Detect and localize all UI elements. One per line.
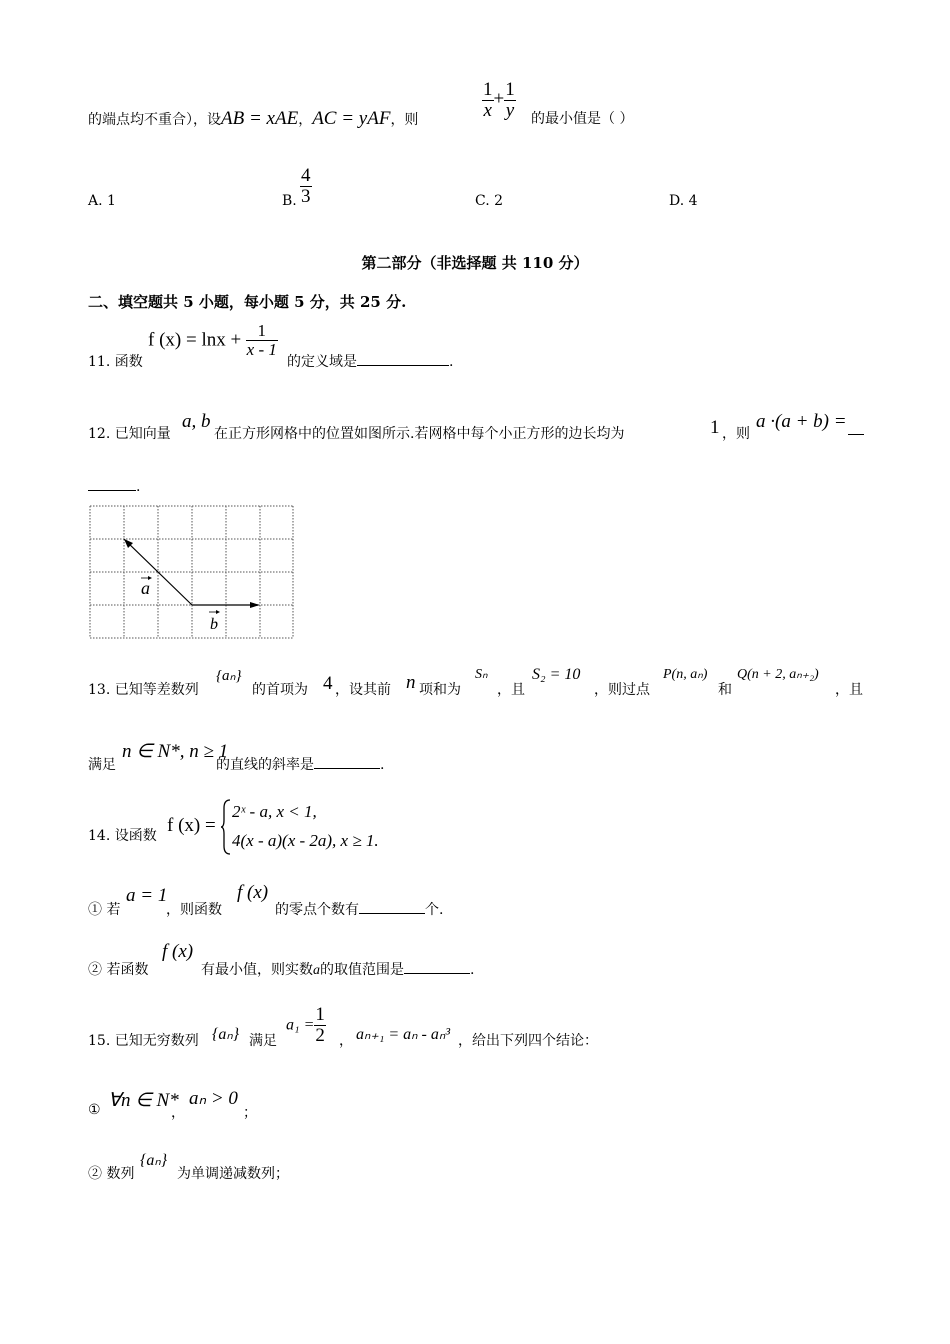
- q14-item2-mid: 有最小值，则实数: [201, 962, 313, 978]
- q12-blank-part1: [848, 433, 864, 435]
- q14-item2-a: a: [313, 963, 320, 978]
- q10-stem-suffix: 的最小值是（ ）: [531, 111, 634, 127]
- q10-option-a: A. 1: [88, 193, 116, 209]
- q10-option-d: D. 4: [669, 193, 698, 209]
- q10-frac1: [482, 80, 494, 121]
- q14-item1-mid: ，则函数: [166, 902, 222, 918]
- q15-c1-end: ；: [243, 1105, 257, 1121]
- q14-num: 14. 设函数: [88, 828, 157, 844]
- q15-a1: [286, 1005, 326, 1046]
- q10-option-c: C. 2: [475, 193, 504, 209]
- q10-stem-prefix: 的端点均不重合），设: [88, 112, 221, 128]
- q13-seq: {aₙ}: [216, 668, 242, 684]
- q10-frac1-num: 1: [483, 79, 493, 100]
- q13-t2: ，设其前: [335, 682, 391, 698]
- q15-half-num: 1: [315, 1004, 325, 1025]
- q15-c1-pre: ①: [88, 1102, 101, 1118]
- q10-option-b-den: 3: [301, 185, 311, 207]
- q10-plus: +: [493, 88, 505, 110]
- q15-t1: 满足: [249, 1033, 277, 1049]
- q14-item1-f: f (x): [237, 882, 269, 903]
- q15-half-den: 2: [315, 1024, 325, 1046]
- grid-lines: [90, 506, 293, 638]
- part2-title: 第二部分（非选择题 共 110 分）: [361, 254, 589, 272]
- q14-case1: 2ˣ - a, x < 1,: [232, 802, 317, 821]
- q14-item2-suf: 的取值范围是: [320, 962, 404, 978]
- q10-frac2-den: y: [505, 99, 515, 121]
- q15-c2-seq: {aₙ}: [140, 1152, 168, 1169]
- q14-item1-suf: 的零点个数有: [275, 902, 359, 918]
- q13-s2: S₂ = 10: [532, 666, 581, 683]
- q13-cond: n ∈ N*, n ≥ 1: [122, 741, 229, 762]
- q13-he: 和: [718, 682, 732, 698]
- q10-comma: ，: [298, 112, 313, 128]
- q14-item1-suffix: [275, 899, 443, 919]
- q13-n: n: [406, 672, 416, 693]
- q10-stem: [88, 108, 418, 130]
- q11-function: [148, 322, 278, 359]
- q15-c1-expr: ∀n ∈ N*: [108, 1090, 179, 1111]
- q10-option-b-frac: [300, 166, 312, 207]
- q13-t6: ，且: [835, 682, 863, 698]
- q12-vectors: a, b: [182, 411, 211, 432]
- q13-end: .: [380, 757, 385, 773]
- q10-frac2: [504, 80, 516, 121]
- q14-item2-suffix: [201, 959, 474, 979]
- q14-left-brace: [220, 798, 232, 856]
- q14-item2-f: f (x): [162, 941, 194, 962]
- q13-point-p: P(n, aₙ): [663, 667, 708, 682]
- q15-recurrence: aₙ₊₁ = aₙ - aₙ³: [356, 1026, 451, 1043]
- q11-suffix: [287, 351, 453, 371]
- q11-frac-num: 1: [246, 322, 278, 341]
- q10-option-b-value: [300, 166, 312, 207]
- q14-item2-pre: ② 若函数: [88, 962, 149, 978]
- q13-suffix: [216, 754, 384, 774]
- q15-comma: ，: [339, 1033, 353, 1049]
- q13-point-q: Q(n + 2, aₙ₊₂): [737, 667, 819, 682]
- section2-title: 二、填空题共 5 小题，每小题 5 分，共 25 分.: [88, 293, 407, 311]
- q12-blank-part2: [88, 489, 136, 491]
- q12-one: 1: [710, 417, 720, 438]
- q12-num: 12. 已知向量: [88, 426, 171, 442]
- q12-mid: 在正方形网格中的位置如图所示.若网格中每个小正方形的边长均为: [214, 426, 625, 442]
- q11-suffix-text: 的定义域是: [287, 354, 357, 370]
- q13-t4: ，且: [497, 682, 525, 698]
- q15-seq: {aₙ}: [212, 1026, 240, 1043]
- q12-ze: ，则: [722, 426, 750, 442]
- q15-c2-suffix: 为单调递减数列；: [177, 1166, 289, 1182]
- q11-frac-den: x - 1: [246, 339, 277, 359]
- q13-num: 13. 已知等差数列: [88, 682, 199, 698]
- vector-b-label-arrowhead: [216, 610, 220, 614]
- q13-t5: ，则过点: [594, 682, 650, 698]
- q10-option-b-num: 4: [301, 165, 311, 186]
- q10-expr1: AB = xAE: [221, 108, 299, 129]
- q12-blank-cont: [88, 479, 140, 495]
- q13-t8: 的直线的斜率是: [216, 757, 314, 773]
- q15-t2: ，给出下列四个结论：: [458, 1033, 598, 1049]
- q12-grid-figure: [88, 503, 296, 643]
- q13-four: 4: [323, 673, 333, 694]
- q10-fraction-sum: [482, 80, 516, 121]
- q10-option-b-label: B.: [282, 193, 297, 209]
- q12-blank-start: [848, 423, 864, 439]
- vector-b-label: b: [210, 616, 218, 633]
- q15-c1-ineq: aₙ > 0: [189, 1088, 238, 1109]
- vector-b-arrowhead: [250, 602, 260, 608]
- q14-case2: 4(x - a)(x - 2a), x ≥ 1.: [232, 831, 379, 850]
- q11-answer-blank: [357, 364, 449, 366]
- q14-item1-end: 个.: [425, 902, 444, 918]
- q10-expr2: AC = yAF: [312, 108, 391, 129]
- q14-f: f (x) =: [167, 815, 216, 836]
- q15-c2-pre: ② 数列: [88, 1166, 135, 1182]
- q13-sn: Sₙ: [475, 667, 488, 682]
- q10-frac1-den: x: [483, 99, 492, 121]
- q10-frac2-num: 1: [505, 79, 515, 100]
- q13-t1: 的首项为: [252, 682, 308, 698]
- q12-expr: a ·(a + b) =: [756, 411, 847, 432]
- vector-a-label: a: [141, 578, 150, 598]
- q11-f: f (x) = lnx +: [148, 329, 242, 351]
- q12-line: [88, 423, 171, 443]
- q11-frac: [246, 322, 278, 359]
- q14-item1-pre: ① 若: [88, 902, 121, 918]
- q14-item2-blank: [404, 972, 470, 974]
- q10-ze: ，则: [390, 112, 419, 128]
- q13-t7: 满足: [88, 757, 116, 773]
- q14-item1-blank: [359, 912, 425, 914]
- q12-end: .: [136, 479, 141, 495]
- q13-answer-blank: [314, 767, 380, 769]
- q14-item1-cond: a = 1: [126, 885, 168, 906]
- q15-half: [314, 1005, 326, 1046]
- q13-t3: 项和为: [419, 682, 461, 698]
- q15-a1-text: a₁ =: [286, 1016, 315, 1034]
- q11-num: 11. 函数: [88, 354, 143, 370]
- q15-num: 15. 已知无穷数列: [88, 1033, 199, 1049]
- q11-end: .: [449, 354, 454, 370]
- q15-c1-comma: ，: [171, 1105, 185, 1121]
- q14-item2-end: .: [470, 962, 475, 978]
